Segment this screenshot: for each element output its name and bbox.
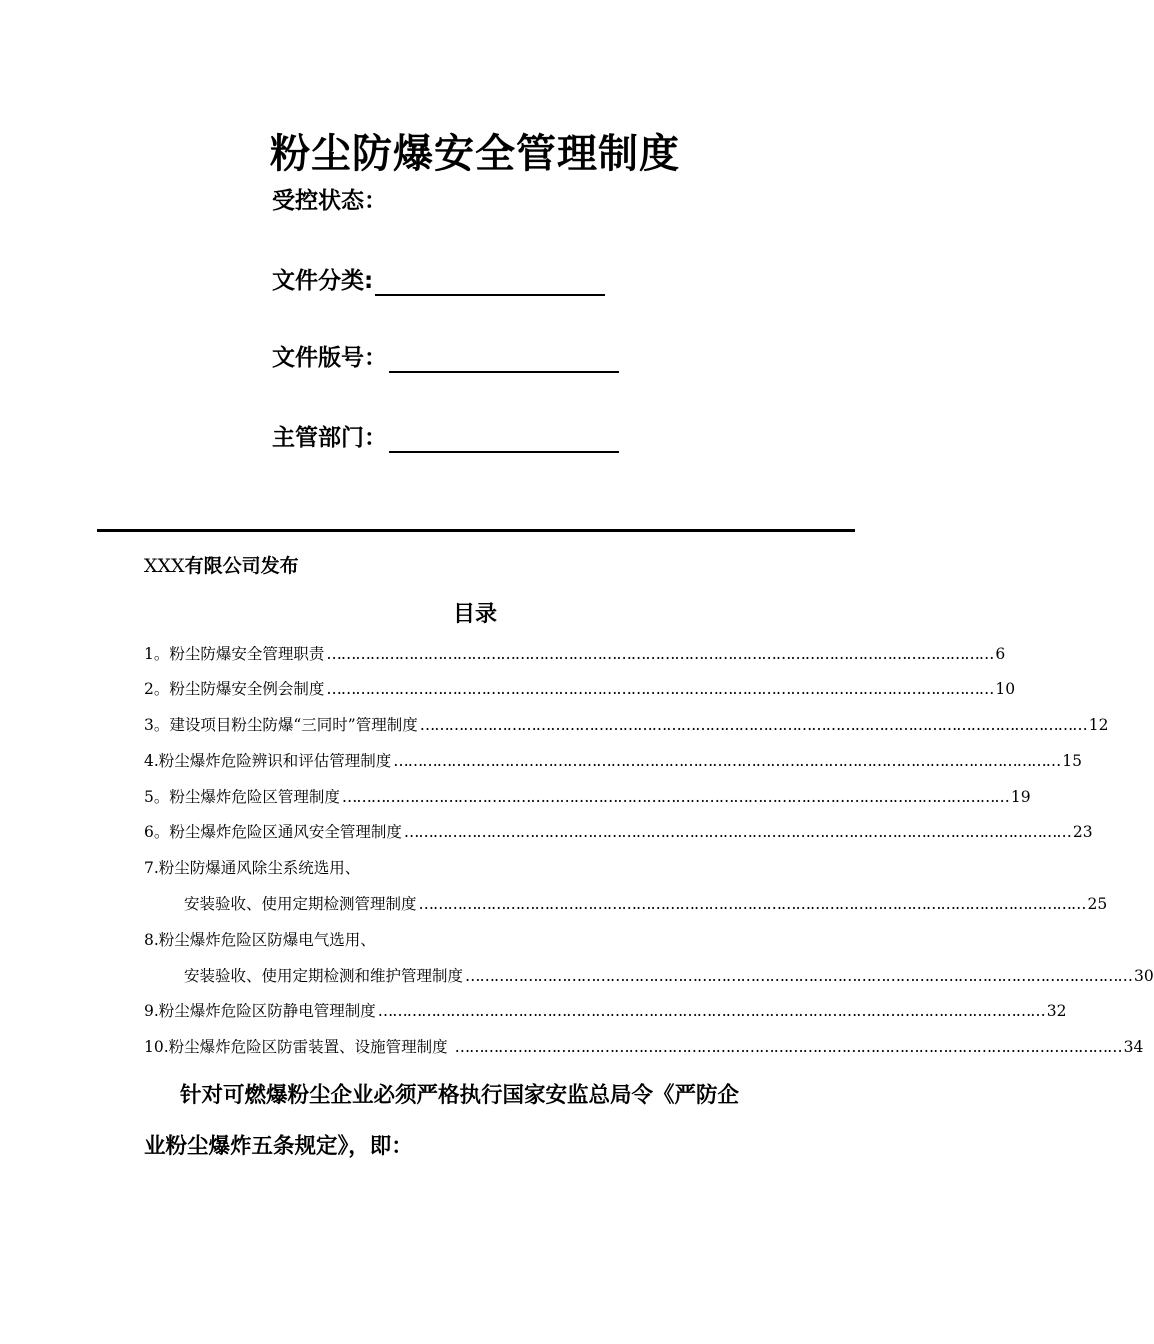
toc-entry-text: 9.粉尘爆炸危险区防静电管理制度 [144,1002,376,1020]
toc-entry-page: 34 [1123,1038,1144,1056]
toc-entry-page: 32 [1046,1002,1067,1020]
toc-entry-text: 1。粉尘防爆安全管理职责 [144,645,325,663]
toc-entry[interactable] [144,749,1083,773]
toc-entry-text: 8.粉尘爆炸危险区防爆电气选用、 [144,931,376,949]
toc-entry-page: 25 [1087,895,1108,913]
toc-entry-text: 2。粉尘防爆安全例会制度 [144,680,325,698]
toc-entry[interactable] [144,856,644,880]
toc-entry-text: 3。建设项目粉尘防爆“三同时”管理制度 [144,716,418,734]
toc-entry[interactable] [144,642,1006,666]
toc-leader: ………………………………………………………………………………………………………………………… [454,1038,1122,1056]
classification-label: 文件分类: [272,268,374,294]
toc-entry-text: 安装验收、使用定期检测和维护管理制度 [184,967,464,985]
toc-leader: ………………………………………………………………………………………………………………………… [377,1002,1045,1020]
toc-heading: 目录 [452,602,497,627]
toc-entry[interactable] [144,677,1016,701]
version-label: 文件版号： [272,345,387,371]
toc-entry[interactable] [184,964,1154,988]
toc-entry[interactable] [144,713,1109,737]
document-title: 粉尘防爆安全管理制度 [270,131,680,177]
toc-entry[interactable] [144,999,1067,1023]
toc-entry[interactable] [144,1035,1144,1059]
toc-entry-page: 10 [995,680,1016,698]
publisher-company: XXX [144,555,185,577]
toc-entry-text: 6。粉尘爆炸危险区通风安全管理制度 [144,823,402,841]
toc-leader: ………………………………………………………………………………………………………………………… [326,680,994,698]
toc-leader: ………………………………………………………………………………………………………………………… [403,823,1071,841]
toc-leader: ………………………………………………………………………………………………………………………… [465,967,1133,985]
department-label: 主管部门： [272,425,387,451]
toc-entry[interactable] [144,785,1031,809]
horizontal-rule [97,529,855,532]
toc-entry-page: 6 [995,645,1006,663]
toc-entry[interactable] [184,892,1108,916]
toc-entry-text: 4.粉尘爆炸危险辨识和评估管理制度 [144,752,392,770]
publisher-suffix: 有限公司发布 [184,555,299,577]
toc-entry-text: 安装验收、使用定期检测管理制度 [184,895,417,913]
toc-entry-text: 10.粉尘爆炸危险区防雷装置、设施管理制度 [144,1038,453,1056]
control-status-field [272,186,387,216]
toc-leader: ………………………………………………………………………………………………………………………… [419,716,1087,734]
intro-line-2: 业粉尘爆炸五条规定》，即： [144,1134,413,1159]
classification-field [272,266,605,296]
publisher-line [144,553,299,579]
toc-entry-text: 7.粉尘防爆通风除尘系统选用、 [144,859,361,877]
toc-entry[interactable] [144,820,1093,844]
classification-blank-line [375,270,605,296]
toc-entry-page: 15 [1062,752,1083,770]
toc-leader: ………………………………………………………………………………………………………………………… [326,645,994,663]
intro-line-1: 针对可燃爆粉尘企业必须严格执行国家安监总局令《严防企 [180,1083,740,1108]
version-blank-line [389,347,619,373]
department-field [272,423,619,453]
toc-entry-page: 12 [1088,716,1109,734]
department-blank-line [389,427,619,453]
toc-entry-page: 30 [1134,967,1154,985]
version-field [272,343,619,373]
toc-leader: ………………………………………………………………………………………………………………………… [341,788,1009,806]
toc-leader: ………………………………………………………………………………………………………………………… [393,752,1061,770]
toc-entry[interactable] [144,928,644,952]
toc-entry-page: 23 [1072,823,1093,841]
control-status-label: 受控状态： [272,188,387,214]
toc-entry-text: 5。粉尘爆炸危险区管理制度 [144,788,340,806]
toc-entry-page: 19 [1010,788,1031,806]
toc-leader: ………………………………………………………………………………………………………………………… [418,895,1086,913]
